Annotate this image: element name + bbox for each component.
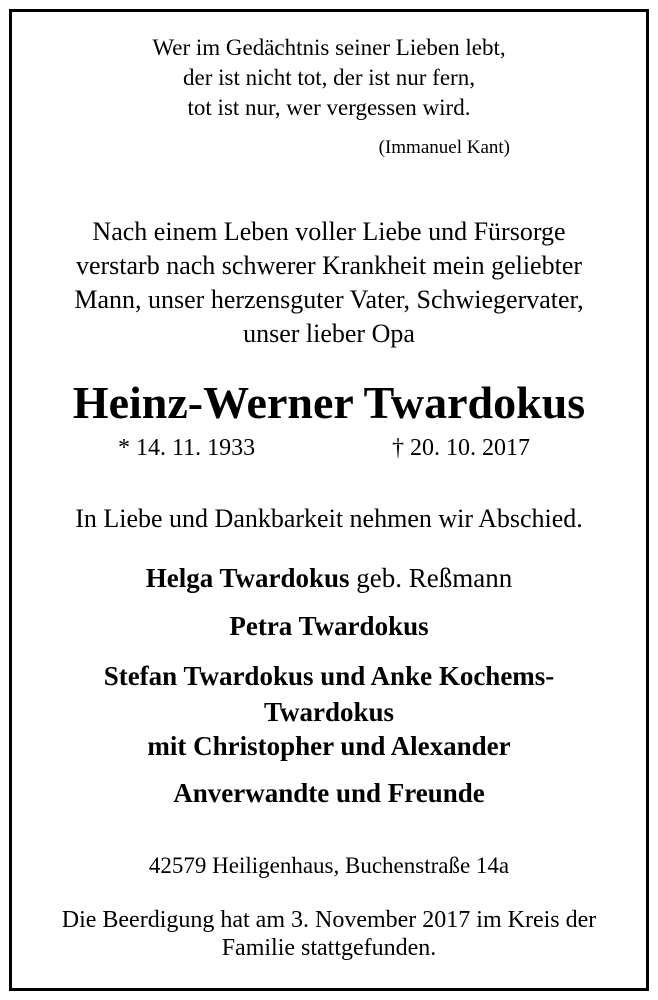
intro-line-1: Nach einem Leben voller Liebe und Fürsorge xyxy=(92,217,566,246)
mourner-line-3: Stefan Twardokus und Anke Kochems- xyxy=(103,661,555,691)
mourner-line-6: Anverwandte und Freunde xyxy=(173,778,485,808)
birth-date: * 14. 11. 1933 xyxy=(118,435,256,461)
quote-line-2: der ist nicht tot, der ist nur fern, xyxy=(183,65,475,90)
deceased-name: Heinz-Werner Twardokus xyxy=(72,377,586,428)
funeral-line-1: Die Beerdigung hat am 3. November 2017 im Kreis der xyxy=(61,907,597,933)
intro-line-4: unser lieber Opa xyxy=(243,319,415,348)
quote-author: (Immanuel Kant) xyxy=(378,137,510,158)
mourner-line-5: mit Christopher und Alexander xyxy=(147,731,511,761)
intro-line-2: verstarb nach schwerer Krankheit mein geliebter xyxy=(75,251,583,280)
mourner-name-helga: Helga Twardokus xyxy=(145,563,350,593)
mourner-line-4: Twardokus xyxy=(263,697,395,727)
mourner-line-1 xyxy=(0,565,658,592)
death-date: † 20. 10. 2017 xyxy=(392,435,530,461)
quote-line-3: tot ist nur, wer vergessen wird. xyxy=(187,95,471,120)
funeral-line-2: Familie stattgefunden. xyxy=(221,935,437,961)
farewell-text: In Liebe und Dankbarkeit nehmen wir Abschied. xyxy=(75,504,583,533)
mourner-line-2: Petra Twardokus xyxy=(229,611,429,641)
mourner-maiden-name: geb. Reßmann xyxy=(349,563,513,593)
quote-line-1: Wer im Gedächtnis seiner Lieben lebt, xyxy=(152,35,506,60)
address-text: 42579 Heiligenhaus, Buchenstraße 14a xyxy=(148,853,510,878)
intro-line-3: Mann, unser herzensguter Vater, Schwiegervater, xyxy=(74,285,584,314)
border-frame xyxy=(9,9,649,991)
